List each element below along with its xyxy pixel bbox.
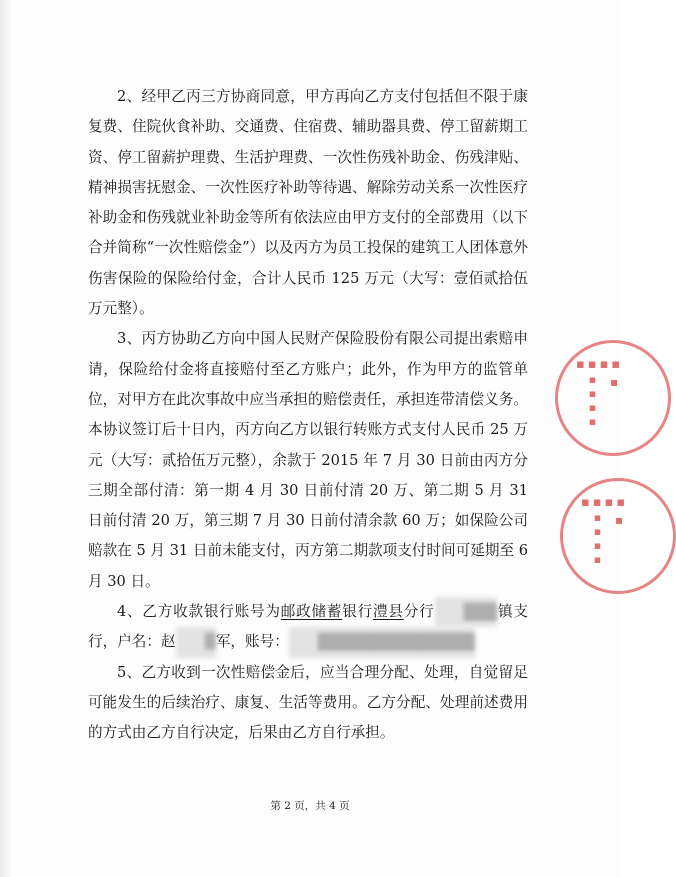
bank-suffix: 银行 [342,603,374,621]
account-name-suffix: 军，账号： [215,633,289,651]
county-suffix: 分行 [403,603,435,621]
clause-5: 5、乙方收到一次性赔偿金后，应当合理分配、处理，自觉留足可能发生的后续治疗、康复、生活等费用。乙方分配、处理前述费用的方式由乙方自行决定，后果由乙方自行承担。 [88,663,528,742]
agreement-body [88,82,528,749]
bank-name: 邮政储蓄 [280,603,343,621]
scan-edge-shadow [0,0,12,877]
town-suffix: 镇 [497,603,514,621]
account-number-masked: ▒▒▒▒▒▒▒▒▒▒▒▒▒▒ [289,627,475,657]
page-number-footer: 第 2 页，共 4 页 [270,800,350,812]
red-seal-stamp-1: ▪▪▪▪ ▪▪▪▪ ▪ [555,340,671,456]
county-name: 澧县 [373,603,404,621]
clause-2: 2、经甲乙丙三方协商同意，甲方再向乙方支付包括但不限于康复费、住院伙食补助、交通费、住宿费、辅助器具费、停工留薪期工资、停工留薪护理费、生活护理费、一次性伤残补助金、伤残津贴、精神损害抚慰金、一次性医疗补助等待遇、解除劳动关系一次性医疗补助金和伤残就业补助金等所有依法应由甲方支付的全部费用（以下合并简称“一次性赔偿金”）以及丙方为员工投保的建筑工人团体意外伤害保险的保险给付金，合计人民币 125 万元（大写：壹佰贰拾伍万元整）。 [88,88,528,318]
red-seal-stamp-2: ▪▪▪▪ ▪▪▪▪ ▪ [560,478,676,594]
town-name-masked: ▒▒▒ [435,597,498,627]
account-name-masked: ▒ [176,627,216,657]
clause-4 [88,597,528,658]
clause-3: 3、丙方协助乙方向中国人民财产保险股份有限公司提出索赔申请，保险给付金将直接赔付至乙方账户；此外，作为甲方的监管单位，对甲方在此次事故中应当承担的赔偿责任，承担连带清偿义务。本协议签订后十日内，丙方向乙方以银行转账方式支付人民币 25 万元（大写：贰拾伍万元整），余款于 2015 年 7 月 30 日前由丙方分三期全部付清：第一期 4 月 30 日前付清 20 万、第二期 5 月 31 日前付清 20 万，第三期 7 月 30 日前付清余款 60 万；如保险公司赔款在 5 月 31 日前未能支付，丙方第二期款项支付时间可延期至 6 月 30 日。 [88,330,528,590]
branch-account-prefix: 支行，户名：赵 [88,603,528,651]
clause-4-prefix: 4、乙方收款银行账号为 [117,603,281,621]
